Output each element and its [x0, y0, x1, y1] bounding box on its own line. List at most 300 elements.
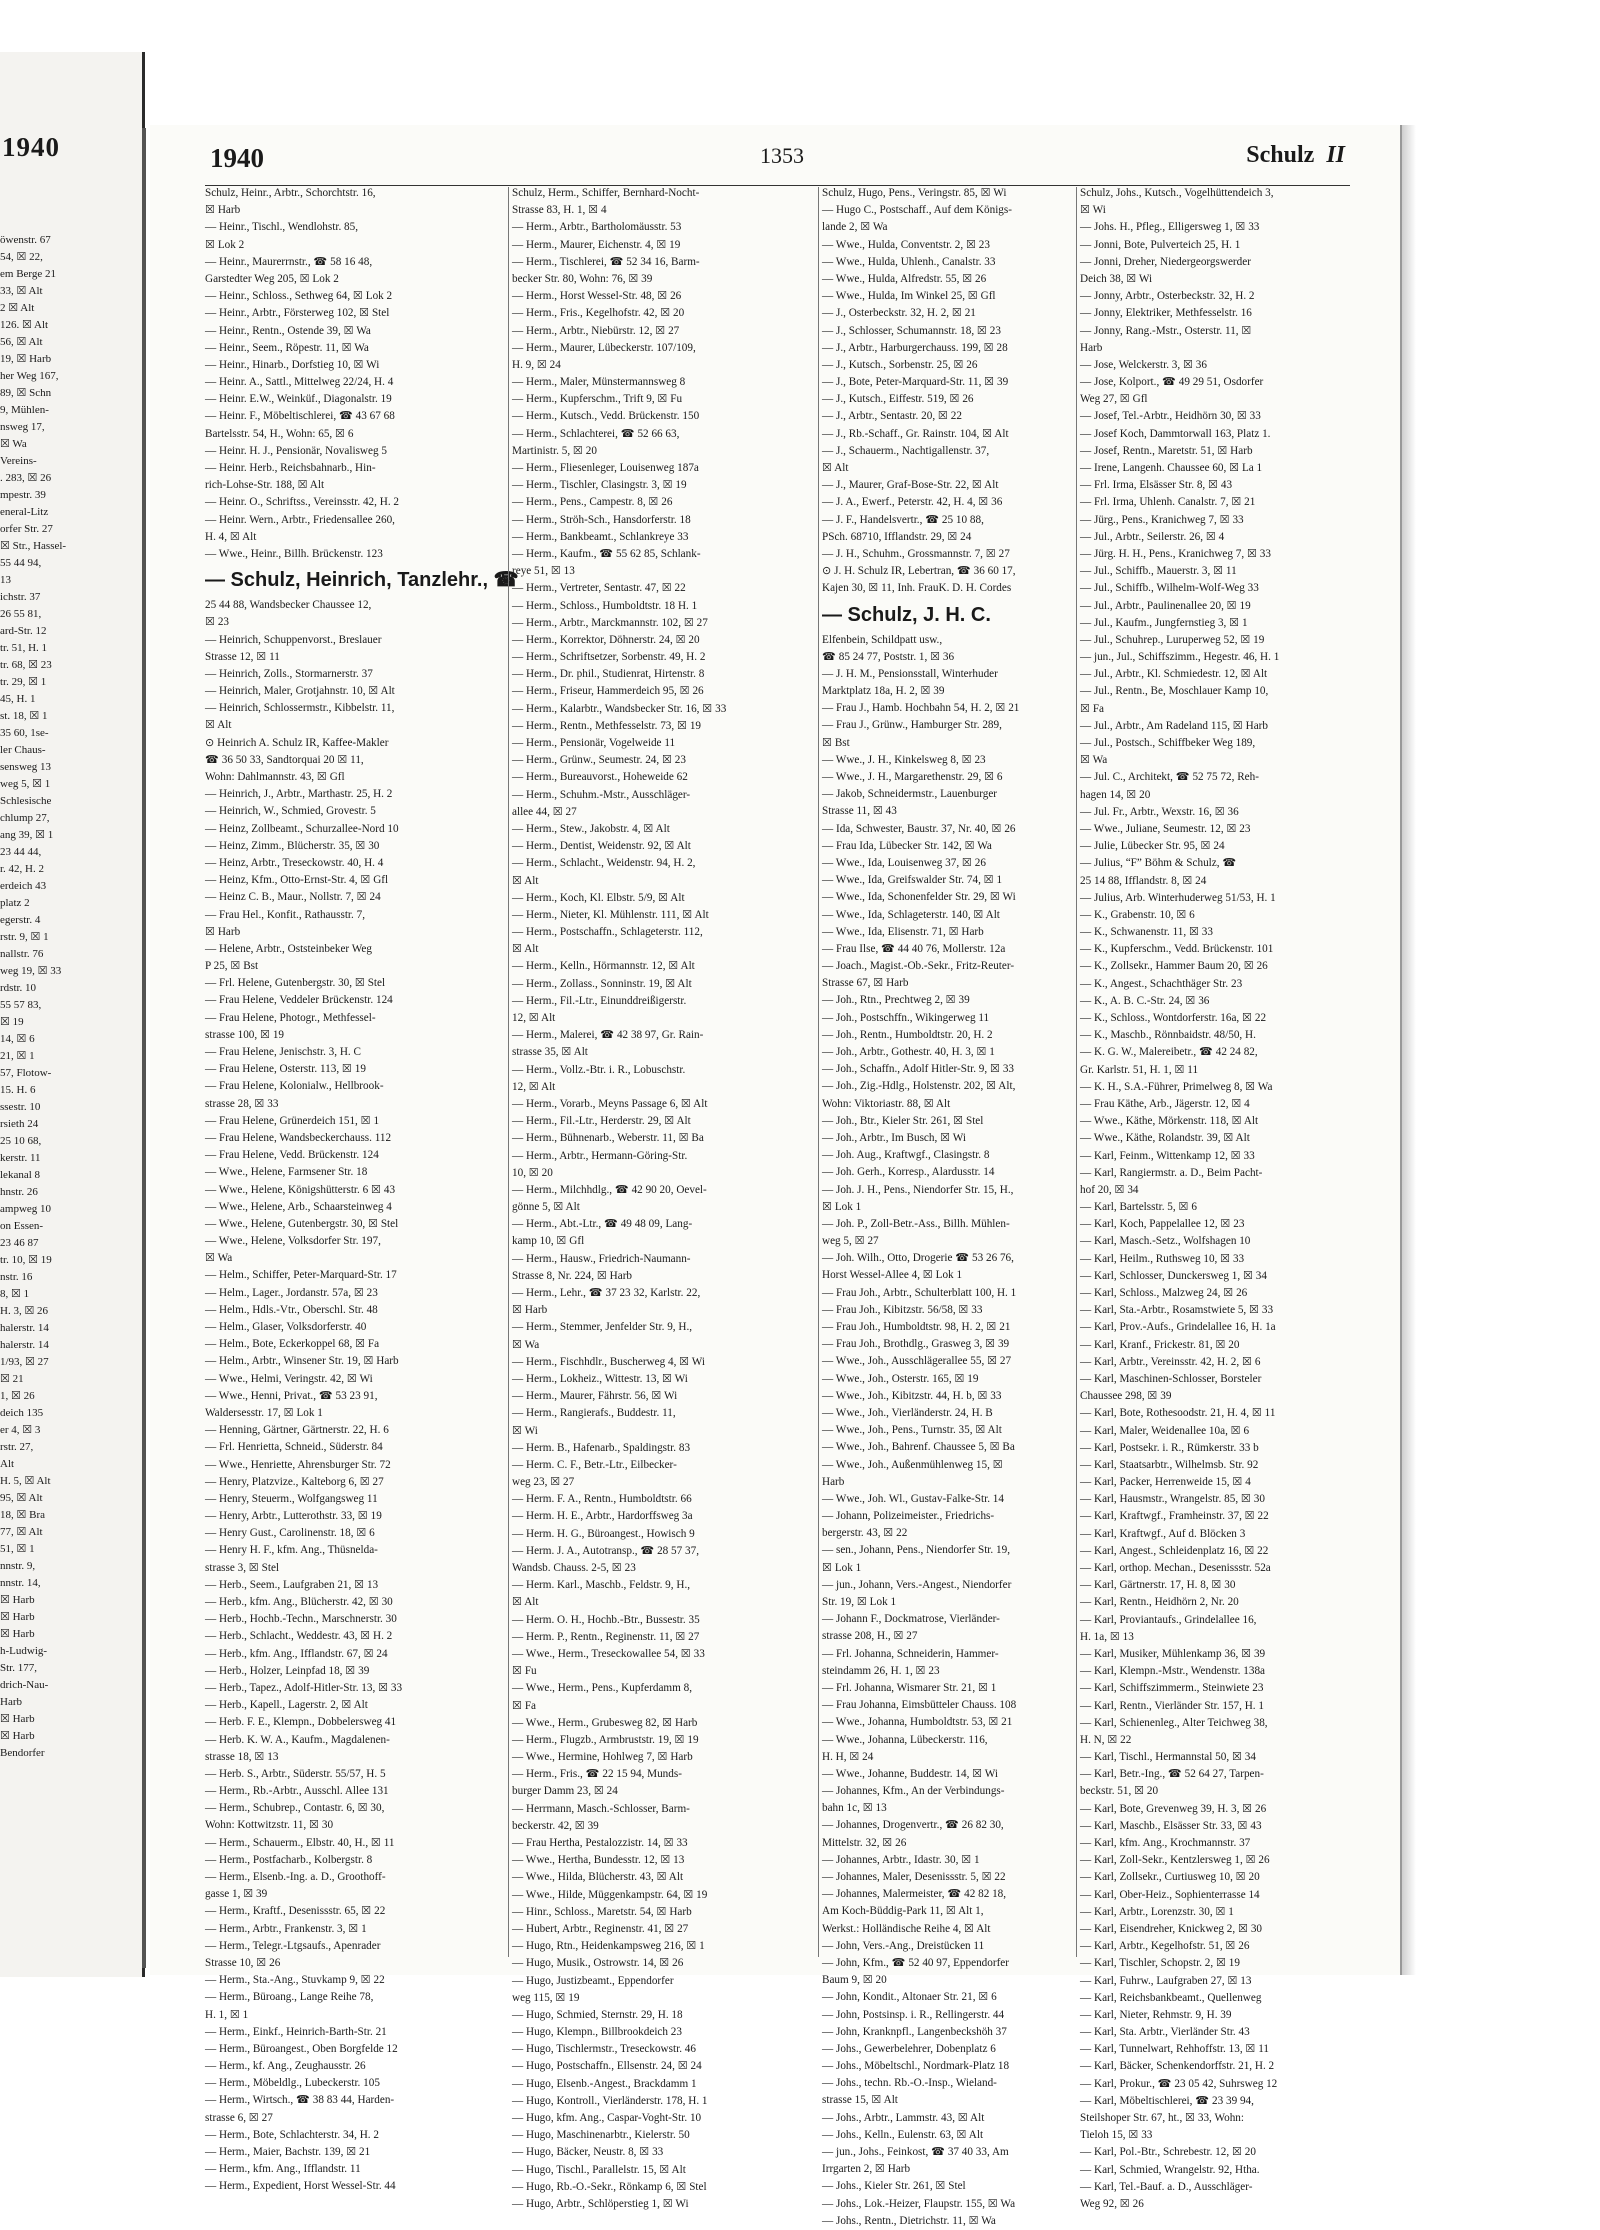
directory-entry-line: — Herb., Kapell., Lagerstr. 2, ☒ Alt [205, 1699, 368, 1712]
directory-entry-line: ☒ Bst [822, 736, 850, 749]
directory-entry-line: — Karl, Pol.-Btr., Schrebestr. 12, ☒ 20 [1080, 2146, 1256, 2159]
directory-entry-line: Steilshoper Str. 67, ht., ☒ 33, Wohn: [1080, 2112, 1244, 2124]
directory-entry-line: — Frau Johanna, Eimsbütteler Chauss. 108 [822, 1699, 1017, 1712]
directory-entry-line: — Karl, Betr.-Ing., ☎ 52 64 27, Tarpen- [1080, 1768, 1264, 1781]
directory-entry-line: — Karl, Rangiermstr. a. D., Beim Pacht- [1080, 1166, 1263, 1179]
directory-entry-line: — Herm., Rb.-Arbtr., Ausschl. Allee 131 [205, 1785, 389, 1798]
directory-entry-line: — Heinr. H. J., Pensionär, Novalisweg 5 [205, 444, 387, 457]
directory-entry-line: Bartelsstr. 54, H., Wohn: 65, ☒ 6 [205, 427, 354, 440]
directory-entry-line: — Frau Joh., Kibitzstr. 56/58, ☒ 33 [822, 1303, 983, 1316]
previous-page-year: 1940 [2, 132, 60, 162]
previous-page-line: Harb [0, 1696, 22, 1708]
directory-entry-line: ☒ Harb [512, 1304, 548, 1317]
directory-entry-line: — Wwe., Hulda, Im Winkel 25, ☒ Gfl [822, 290, 996, 303]
directory-entry-line: — Karl, Sta.-Arbtr., Rosamstwiete 5, ☒ 33 [1080, 1304, 1274, 1317]
directory-entry-line: — Herm., Arbtr., Niebürstr. 12, ☒ 27 [512, 324, 680, 337]
directory-entry-line: — Karl, Postsekr. i. R., Rümkerstr. 33 b [1080, 1441, 1259, 1454]
directory-entry-line: — K., Zollsekr., Hammer Baum 20, ☒ 26 [1080, 960, 1268, 973]
directory-entry-line: — J., Arbtr., Harburgerchauss. 199, ☒ 28 [822, 341, 1008, 354]
previous-page-line: 95, ☒ Alt [0, 1492, 43, 1504]
directory-entry-line: Martinistr. 5, ☒ 20 [512, 444, 597, 457]
directory-entry-line: — Wwe., Helene, Gutenbergstr. 30, ☒ Stel [205, 1217, 399, 1230]
directory-entry-line: weg 5, ☒ 27 [822, 1235, 879, 1248]
previous-page-line: 9, Mühlen- [0, 404, 49, 416]
directory-entry-line: Strasse 11, ☒ 43 [822, 805, 897, 818]
previous-page-line: egerstr. 4 [0, 914, 41, 926]
directory-entry-line: — Heinrich, W., Schmied, Grovestr. 5 [205, 805, 376, 818]
previous-page-line: Str. 177, [0, 1662, 37, 1674]
directory-entry-line: — Hugo, Tischlermstr., Treseckowstr. 46 [512, 2043, 696, 2056]
directory-entry-line: — Hugo C., Postschaff., Auf dem Königs- [822, 204, 1012, 217]
directory-entry-line: — Karl, Packer, Herrenweide 15, ☒ 4 [1080, 1476, 1251, 1489]
directory-entry-line: — Frau Joh., Brothdlg., Grasweg 3, ☒ 39 [822, 1338, 1010, 1351]
directory-entry-line: — Herm., Fil.-Ltr., Herderstr. 29, ☒ Alt [512, 1115, 691, 1128]
directory-entry-line: — Karl, Maschinen-Schlosser, Borsteler [1080, 1372, 1262, 1385]
directory-entry-line: lande 2, ☒ Wa [822, 221, 888, 234]
directory-entry-line: — Hubert, Arbtr., Reginenstr. 41, ☒ 27 [512, 1922, 689, 1935]
directory-entry-line: — Helm., Schiffer, Peter-Marquard-Str. 17 [205, 1269, 397, 1282]
directory-entry-line: H. 4, ☒ Alt [205, 530, 257, 543]
directory-entry-line: — Wwe., Joh., Kibitzstr. 44, H. b, ☒ 33 [822, 1389, 1002, 1402]
directory-entry-line: — K., Schloss., Wontdorferstr. 16a, ☒ 22 [1080, 1012, 1267, 1024]
directory-entry-line: — Herm., Zollass., Sonninstr. 19, ☒ Alt [512, 977, 692, 990]
directory-entry-line: — Herm., Kelln., Hörmannstr. 12, ☒ Alt [512, 960, 695, 973]
directory-entry-line: — Johs., Kelln., Eulenstr. 63, ☒ Alt [822, 2128, 984, 2141]
directory-entry-line: Garstedter Weg 205, ☒ Lok 2 [205, 272, 339, 285]
column-divider [818, 187, 819, 1957]
directory-entry-line: — Henry Gust., Carolinenstr. 18, ☒ 6 [205, 1527, 375, 1540]
directory-entry-line: — Johs., Gewerbelehrer, Dobenplatz 6 [822, 2042, 996, 2055]
previous-page-line: ☒ Str., Hassel- [0, 540, 67, 552]
directory-entry-line: Tieloh 15, ☒ 33 [1080, 2129, 1153, 2142]
directory-entry-line: Baum 9, ☒ 20 [822, 1974, 887, 1987]
directory-column-1 [205, 185, 519, 2196]
directory-entry-line: — Herm., Fischhdlr., Buscherweg 4, ☒ Wi [512, 1355, 706, 1368]
directory-entry-line: — Johs. H., Pfleg., Elligersweg 1, ☒ 33 [1080, 221, 1260, 234]
directory-entry-line: — Wwe., Helene, Königshütterstr. 6 ☒ 43 [205, 1183, 396, 1196]
previous-page-line: rsieth 24 [0, 1118, 39, 1130]
directory-entry-line: Wohn: Dahlmannstr. 43, ☒ Gfl [205, 771, 345, 783]
directory-entry-line: — Joh., Postschffn., Wikingerweg 11 [822, 1011, 990, 1024]
directory-entry-line: — K., Grabenstr. 10, ☒ 6 [1080, 908, 1195, 921]
directory-entry-line: — Wwe., Joh., Bahrenf. Chaussee 5, ☒ Ba [822, 1441, 1015, 1454]
directory-entry-line: — Karl, Maschb., Elsässer Str. 33, ☒ 43 [1080, 1819, 1262, 1832]
directory-entry-line: H. N, ☒ 22 [1080, 1733, 1132, 1746]
directory-entry-line: — Karl, Schmied, Wrangelstr. 92, Htha. [1080, 2163, 1260, 2176]
previous-page-line: r. 42, H. 2 [0, 863, 44, 875]
directory-entry-line: — Herm. H. E., Arbtr., Hardorffsweg 3a [512, 1510, 693, 1523]
directory-entry-line: — Wwe., Ida, Schonenfelder Str. 29, ☒ Wi [822, 891, 1016, 904]
directory-entry-line: — Heinr., Tischl., Wendlohstr. 85, [205, 221, 359, 234]
directory-entry-line: — Heinr., Schloss., Sethweg 64, ☒ Lok 2 [205, 290, 393, 303]
directory-entry-line: — Herm., Arbtr., Marckmannstr. 102, ☒ 27 [512, 616, 708, 629]
directory-entry-line: — Heinr., Seem., Röpestr. 11, ☒ Wa [205, 341, 369, 354]
directory-entry-line: — Karl, Tel.-Bauf. a. D., Ausschläger- [1080, 2180, 1253, 2193]
directory-entry-line: — Johann F., Dockmatrose, Vierländer- [822, 1613, 1000, 1626]
directory-entry-line: — Karl, Bäcker, Schenkendorffstr. 21, H. 2 [1080, 2060, 1275, 2073]
directory-entry-line: — Karl, Ober-Heiz., Sophienterrasse 14 [1080, 1888, 1260, 1901]
previous-page-line: H. 5, ☒ Alt [0, 1475, 51, 1487]
directory-entry-line: — Herm., Korrektor, Döhnerstr. 24, ☒ 20 [512, 633, 700, 646]
previous-page-line: 57, Flotow- [0, 1067, 52, 1079]
directory-entry-line: — Irene, Langenh. Chaussee 60, ☒ La 1 [1080, 462, 1263, 474]
directory-entry-line: — Joach., Magist.-Ob.-Sekr., Fritz-Reuter- [822, 960, 1015, 973]
directory-entry-line: Schulz, Herm., Schiffer, Bernhard-Nocht- [512, 187, 700, 199]
directory-entry-line: Waldersesstr. 17, ☒ Lok 1 [205, 1406, 323, 1419]
directory-entry-line: Wohn: Viktoriastr. 88, ☒ Alt [822, 1097, 951, 1110]
directory-entry-line: — Wwe., Heinr., Billh. Brückenstr. 123 [205, 547, 383, 560]
directory-entry-line: — Johs., Rentn., Dietrichstr. 11, ☒ Wa [822, 2214, 996, 2227]
previous-page-edge [0, 52, 145, 1977]
directory-entry-line: Schulz, Johs., Kutsch., Vogelhüttendeich 3, [1080, 187, 1274, 199]
previous-page-line: ssestr. 10 [0, 1101, 41, 1113]
directory-entry-line: — Herm., Möbeldlg., Lubeckerstr. 105 [205, 2077, 380, 2090]
directory-entry-line: — J. A., Ewerf., Peterstr. 42, H. 4, ☒ 36 [822, 496, 1003, 509]
directory-entry-line: — Wwe., Hulda, Uhlenh., Canalstr. 33 [822, 255, 996, 268]
directory-entry-line: — Herm., Vollz.-Btr. i. R., Lobuschstr. [512, 1063, 686, 1076]
directory-entry-line: — Karl, Rentn., Vierländer Str. 157, H. 1 [1080, 1699, 1264, 1712]
directory-entry-line: ☒ 23 [205, 616, 230, 629]
directory-entry-line: — Herm., Maurer, Fährstr. 56, ☒ Wi [512, 1390, 678, 1403]
directory-entry-line: — Johs., techn. Rb.-O.-Insp., Wieland- [822, 2077, 997, 2090]
surname: Schulz [1246, 142, 1315, 168]
previous-page-line: nsweg 17, [0, 421, 45, 433]
directory-entry-line: — Herm., kfm. Ang., Ifflandstr. 11 [205, 2163, 361, 2176]
directory-entry-line: — Wwe., Joh., Ausschlägerallee 55, ☒ 27 [822, 1355, 1012, 1368]
directory-entry-line: — Hugo, Bäcker, Neustr. 8, ☒ 33 [512, 2146, 664, 2159]
directory-entry-line: — Herm., Vertreter, Sentastr. 47, ☒ 22 [512, 582, 686, 595]
directory-entry-line: — Herm., Schlachterei, ☎ 52 66 63, [512, 427, 680, 440]
directory-entry-line: — Julie, Lübecker Str. 95, ☒ 24 [1080, 840, 1225, 853]
directory-entry-line: beckstr. 51, ☒ 20 [1080, 1785, 1159, 1798]
previous-page-line: drich-Nau- [0, 1679, 49, 1691]
directory-entry-line: Irrgarten 2, ☒ Harb [822, 2163, 911, 2176]
directory-entry-line: Strasse 67, ☒ Harb [822, 977, 909, 990]
directory-entry-line: Marktplatz 18a, H. 2, ☒ 39 [822, 685, 945, 698]
previous-page-line: Bendorfer [0, 1747, 45, 1759]
directory-entry-line: — Hugo, Postschaffn., Ellsenstr. 24, ☒ 24 [512, 2060, 702, 2073]
directory-entry-line: — J., Arbtr., Sentastr. 20, ☒ 22 [822, 410, 962, 423]
directory-entry-line: — Heinrich, Maler, Grotjahnstr. 10, ☒ Alt [205, 685, 395, 698]
directory-entry-line: — Herm., Wirtsch., ☎ 38 83 44, Harden- [205, 2094, 395, 2107]
previous-page-line: rstr. 9, ☒ 1 [0, 931, 49, 943]
directory-entry-line: 25 14 88, Ifflandstr. 8, ☒ 24 [1080, 874, 1207, 887]
directory-entry-line: — Wwe., Ida, Greifswalder Str. 74, ☒ 1 [822, 874, 1003, 887]
directory-entry-line: — K., Angest., Schachthäger Str. 23 [1080, 977, 1243, 990]
directory-entry-line: — Karl, Heilm., Ruthsweg 10, ☒ 33 [1080, 1252, 1245, 1265]
directory-entry-line: — John, Kondit., Altonaer Str. 21, ☒ 6 [822, 1991, 997, 2004]
directory-entry-line: — Jürg. H. H., Pens., Kranichweg 7, ☒ 33 [1080, 547, 1271, 560]
directory-entry-line: — Johannes, Malermeister, ☎ 42 82 18, [822, 1888, 1007, 1901]
directory-entry-line: — Herm. J. A., Autotransp., ☎ 28 57 37, [512, 1544, 700, 1557]
directory-entry-line: PSch. 68710, Ifflandstr. 29, ☒ 24 [822, 530, 972, 543]
previous-page-line: ang 39, ☒ 1 [0, 829, 54, 841]
directory-entry-line: — Karl, Staatsarbtr., Wilhelmsb. Str. 92 [1080, 1458, 1259, 1471]
directory-entry-line: — Karl, Arbtr., Lorenzstr. 30, ☒ 1 [1080, 1905, 1234, 1918]
directory-entry-line: — Julius, “F” Böhm & Schulz, ☎ [1080, 857, 1237, 870]
directory-entry-line: — Heinr. Wern., Arbtr., Friedensallee 260, [205, 513, 395, 526]
directory-entry-line: — Jonni, Dreher, Niedergeorgswerder [1080, 255, 1251, 268]
directory-entry-line: reye 51, ☒ 13 [512, 565, 575, 578]
directory-entry-line: Horst Wessel-Allee 4, ☒ Lok 1 [822, 1269, 963, 1282]
directory-entry-line: strasse 18, ☒ 13 [205, 1750, 279, 1763]
directory-entry-line: ☒ Lok 1 [822, 1200, 862, 1213]
directory-entry-line: ☒ Wa [205, 1252, 233, 1265]
directory-entry-line: — Herm. P., Rentn., Reginenstr. 11, ☒ 27 [512, 1630, 700, 1643]
directory-entry-line: — Karl, Nieter, Rehmstr. 9, H. 39 [1080, 2008, 1232, 2021]
directory-entry-line: — Wwe., Helene, Arb., Schaarsteinweg 4 [205, 1200, 392, 1213]
directory-entry-line: 10, ☒ 20 [512, 1166, 553, 1179]
directory-entry-line: — Jose, Welckerstr. 3, ☒ 36 [1080, 358, 1207, 371]
directory-entry-line: — Jul., Arbtr., Paulinenallee 20, ☒ 19 [1080, 599, 1251, 612]
directory-entry-line: — Hugo, Rtn., Heidenkampsweg 216, ☒ 1 [512, 1940, 705, 1953]
directory-entry-line: — Karl, Fuhrw., Laufgraben 27, ☒ 13 [1080, 1974, 1252, 1987]
directory-entry-line: — Karl, Koch, Pappelallee 12, ☒ 23 [1080, 1218, 1245, 1231]
directory-entry-line: — Henry H. F., kfm. Ang., Thüsnelda- [205, 1544, 378, 1557]
directory-entry-line: strasse 208, H., ☒ 27 [822, 1630, 918, 1643]
directory-entry-line: — Herm., Kalarbtr., Wandsbecker Str. 16, ☒ 33 [512, 702, 727, 715]
directory-entry-line: strasse 15, ☒ Alt [822, 2094, 898, 2107]
previous-page-line: ☒ 21 [0, 1373, 24, 1385]
directory-entry-line: ☒ Harb [205, 204, 241, 217]
directory-entry-line: — Karl, kfm. Ang., Krochmannstr. 37 [1080, 1837, 1251, 1849]
directory-entry-line: — Wwe., Käthe, Mörkenstr. 118, ☒ Alt [1080, 1115, 1259, 1128]
directory-entry-line: — Herm., Kupferschm., Trift 9, ☒ Fu [512, 393, 683, 406]
directory-entry-line: ☒ Fa [512, 1699, 537, 1712]
directory-entry-line: — Karl, Musiker, Mühlenkamp 36, ☒ 39 [1080, 1647, 1266, 1660]
previous-page-line: 35 60, 1se- [0, 727, 49, 739]
previous-page-line: 55 44 94, [0, 557, 42, 569]
directory-entry-line: — Hugo, Rb.-O.-Sekr., Rönkamp 6, ☒ Stel [512, 2180, 707, 2193]
directory-entry-line: strasse 6, ☒ 27 [205, 2111, 273, 2124]
directory-entry-line: ☒ Fa [1080, 702, 1105, 715]
directory-entry-line: — Josef, Rentn., Maretstr. 51, ☒ Harb [1080, 444, 1253, 457]
directory-entry-line: — J. H., Schuhm., Grossmannstr. 7, ☒ 27 [822, 547, 1010, 560]
previous-page-line: 15. H. 6 [0, 1084, 36, 1096]
directory-entry-line: — Herb. F. E., Klempn., Dobbelersweg 41 [205, 1716, 397, 1729]
column-divider [1076, 187, 1077, 1957]
directory-entry-line: — Heinr. E.W., Weinküf., Diagonalstr. 19 [205, 393, 392, 406]
directory-entry-line: — Jul. C., Architekt, ☎ 52 75 72, Reh- [1080, 771, 1259, 784]
previous-page-line: . 283, ☒ 26 [0, 472, 52, 484]
directory-entry-line: allee 44, ☒ 27 [512, 805, 577, 818]
directory-entry-line: — Herm., Ströh-Sch., Hansdorferstr. 18 [512, 513, 691, 526]
previous-page-line: mpestr. 39 [0, 489, 46, 501]
directory-entry-line: — Jakob, Schneidermstr., Lauenburger [822, 788, 998, 801]
directory-entry-line: — K. G. W., Malereibetr., ☎ 42 24 82, [1080, 1046, 1258, 1059]
directory-entry-line: — Herm., Elsenb.-Ing. a. D., Groothoff- [205, 1871, 386, 1883]
directory-entry-line: — Herm., Rentn., Methfesselstr. 73, ☒ 19 [512, 719, 702, 732]
directory-entry-line: — Julius, Arb. Winterhuderweg 51/53, H. 1 [1080, 891, 1276, 904]
directory-entry-line: — Herm., Pens., Campestr. 8, ☒ 26 [512, 496, 673, 509]
directory-entry-line: — Karl, Schiffszimmerm., Steinwiete 23 [1080, 1682, 1264, 1695]
directory-entry-line: — Herm., Tischlerei, ☎ 52 34 16, Barm- [512, 255, 700, 268]
directory-entry-line: — Karl, Kraftwgf., Auf d. Blöcken 3 [1080, 1527, 1246, 1540]
directory-entry-line: ☒ Alt [205, 719, 232, 732]
directory-entry-line: — Hugo, Justizbeamt., Eppendorfer [512, 1974, 674, 1987]
directory-entry-line: — Frau Helene, Jenischstr. 3, H. C [205, 1046, 361, 1058]
previous-page-line: rstr. 27, [0, 1441, 34, 1453]
directory-entry-line: — Frau Ida, Lübecker Str. 142, ☒ Wa [822, 839, 992, 852]
previous-page-line: ☒ Wa [0, 438, 27, 450]
previous-page-line: 89, ☒ Schn [0, 387, 52, 399]
directory-entry-line: — Herm., Grünw., Seumestr. 24, ☒ 23 [512, 754, 686, 767]
previous-page-line: em Berge 21 [0, 268, 57, 280]
directory-entry-line: — John, Vers.-Ang., Dreistücken 11 [822, 1939, 985, 1952]
directory-entry-line: H. H, ☒ 24 [822, 1750, 874, 1763]
previous-page-line: st. 18, ☒ 1 [0, 710, 48, 722]
directory-entry-line: — Wwe., Hulda, Alfredstr. 55, ☒ 26 [822, 272, 987, 285]
directory-entry-line: — Herm., Stew., Jakobstr. 4, ☒ Alt [512, 822, 670, 835]
directory-entry-line: 12, ☒ Alt [512, 1080, 556, 1093]
directory-entry-line: — Wwe., Hermine, Hohlweg 7, ☒ Harb [512, 1751, 693, 1764]
directory-entry-line: — Herm., Milchhdlg., ☎ 42 90 20, Oevel- [512, 1183, 707, 1196]
previous-page-line: orfer Str. 27 [0, 523, 53, 535]
directory-entry-line: P 25, ☒ Bst [205, 960, 259, 973]
previous-page-line: 45, H. 1 [0, 693, 36, 705]
directory-entry-line: — Herm. C. F., Betr.-Ltr., Eilbecker- [512, 1458, 677, 1471]
directory-entry-line: — Jul., Schuhrep., Luruperweg 52, ☒ 19 [1080, 633, 1265, 646]
directory-entry-line: — Jonny, Elektriker, Methfesselstr. 16 [1080, 307, 1252, 320]
directory-entry-line: ☒ Wi [512, 1424, 538, 1437]
previous-page-line: 33, ☒ Alt [0, 285, 43, 297]
directory-column-2 [512, 185, 812, 2213]
directory-entry-line: — Hugo, Schmied, Sternstr. 29, H. 18 [512, 2008, 683, 2021]
directory-entry-line: — Helm., Arbtr., Winsener Str. 19, ☒ Harb [205, 1355, 399, 1368]
directory-entry-line: — Herb., Seem., Laufgraben 21, ☒ 13 [205, 1578, 379, 1591]
directory-entry-line: Werkst.: Holländische Reihe 4, ☒ Alt [822, 1922, 991, 1935]
directory-entry-line: — Herb., Tapez., Adolf-Hitler-Str. 13, ☒ 33 [205, 1681, 403, 1694]
previous-page-line: ichstr. 37 [0, 591, 41, 603]
directory-entry-line: — Henry, Platzvize., Kalteborg 6, ☒ 27 [205, 1475, 384, 1488]
directory-entry-line: — Herb. K. W. A., Kaufm., Magdalenen- [205, 1733, 390, 1746]
page-edge-shadow [1402, 125, 1416, 1975]
directory-entry-line: — Herm., Pensionär, Vogelweide 11 [512, 737, 676, 749]
directory-entry-line: — Herm., Maler, Münstermannsweg 8 [512, 376, 686, 389]
directory-entry-line: 12, ☒ Alt [512, 1012, 556, 1024]
previous-page-line: H. 3, ☒ 26 [0, 1305, 49, 1317]
directory-entry-line: — Herm. O. H., Hochb.-Btr., Bussestr. 35 [512, 1613, 700, 1626]
previous-page-line: 23 46 87 [0, 1237, 39, 1249]
directory-entry-line: — Jose, Kolport., ☎ 49 29 51, Osdorfer [1080, 376, 1264, 389]
directory-entry-line: — Karl, Reichsbankbeamt., Quellenweg [1080, 1991, 1262, 2004]
directory-entry-line: — Herm. B., Hafenarb., Spaldingstr. 83 [512, 1441, 691, 1454]
directory-entry-line: — Frau Joh., Arbtr., Schulterblatt 100, H. 1 [822, 1286, 1017, 1299]
directory-entry-line: — Hugo, kfm. Ang., Caspar-Voght-Str. 10 [512, 2112, 702, 2124]
directory-page [150, 125, 1402, 2227]
directory-entry-line: — Hugo, Klempn., Billbrookdeich 23 [512, 2026, 682, 2039]
directory-entry-line: — Karl, Klempn.-Mstr., Wendenstr. 138a [1080, 1665, 1266, 1678]
previous-page-line: tr. 10, ☒ 19 [0, 1254, 52, 1266]
directory-entry-line: — Herm., Arbtr., Bartholomäusstr. 53 [512, 221, 682, 234]
previous-page-line: nnstr. 14, [0, 1577, 41, 1589]
directory-entry-line: Mittelstr. 32, ☒ 26 [822, 1836, 907, 1849]
previous-page-line: Alt [0, 1458, 15, 1470]
directory-entry-line: — Heinr., Maurerrnstr., ☎ 58 16 48, [205, 255, 373, 268]
directory-entry-line: — Hugo, Arbtr., Schlöperstieg 1, ☒ Wi [512, 2197, 689, 2210]
directory-entry-line: — Jul., Kaufm., Jungfernstieg 3, ☒ 1 [1080, 616, 1248, 629]
directory-entry-line: — Wwe., Johanne, Buddestr. 14, ☒ Wi [822, 1767, 999, 1780]
directory-entry-line: — Karl, Tischl., Hermannstal 50, ☒ 34 [1080, 1751, 1256, 1764]
directory-entry-line: H. 1a, ☒ 13 [1080, 1630, 1134, 1643]
directory-entry-line: — Herm., Hausw., Friedrich-Naumann- [512, 1252, 691, 1265]
directory-entry-line: — Joh., Zig.-Hdlg., Holstenstr. 202, ☒ Alt, [822, 1080, 1016, 1093]
directory-entry-line: — Karl, Eisendreher, Knickweg 2, ☒ 30 [1080, 1922, 1263, 1935]
directory-entry-line: weg 115, ☒ 19 [512, 1991, 580, 2004]
directory-entry-line: — Herm., Fris., ☎ 22 15 94, Munds- [512, 1768, 682, 1781]
directory-entry-line: — Herm., Flugzb., Armbruststr. 19, ☒ 19 [512, 1733, 699, 1746]
directory-entry-line: — Karl, Arbtr., Kegelhofstr. 51, ☒ 26 [1080, 1940, 1250, 1953]
previous-page-line: erdeich 43 [0, 880, 47, 892]
directory-entry-line: — Herm., Telegr.-Ltgsaufs., Apenrader [205, 1939, 381, 1952]
directory-entry-line: — Karl, Proviantaufs., Grindelallee 16, [1080, 1613, 1257, 1626]
directory-entry-line: Strasse 12, ☒ 11 [205, 650, 280, 663]
directory-entry-line: ☎ 85 24 77, Poststr. 1, ☒ 36 [822, 650, 955, 663]
directory-entry-line: — Hugo, Tischl., Parallelstr. 15, ☒ Alt [512, 2163, 686, 2176]
previous-page-line: 51, ☒ 1 [0, 1543, 35, 1555]
directory-entry-line: weg 23, ☒ 27 [512, 1476, 575, 1489]
directory-entry-line: — Frl. Johanna, Schneiderin, Hammer- [822, 1647, 999, 1660]
directory-entry-line: — Karl, Hausmstr., Wrangelstr. 85, ☒ 30 [1080, 1493, 1265, 1506]
directory-entry-line: — Karl, Bote, Rothesoodstr. 21, H. 4, ☒ 11 [1080, 1407, 1276, 1420]
directory-entry-line: — Frau Helene, Kolonialw., Hellbrook- [205, 1080, 384, 1093]
directory-entry-line: — Karl, Schloss., Malzweg 24, ☒ 26 [1080, 1287, 1248, 1299]
directory-entry-line: Harb [822, 1475, 845, 1488]
directory-entry-line: — Josef, Tel.-Arbtr., Heidhörn 30, ☒ 33 [1080, 410, 1261, 423]
previous-page-line: 77, ☒ Alt [0, 1526, 43, 1538]
previous-page-line: 19, ☒ Harb [0, 353, 52, 365]
directory-entry-line: — jun., Johs., Feinkost, ☎ 37 40 33, Am [822, 2146, 1009, 2158]
directory-entry-line: — Karl, Tischler, Schopstr. 2, ☒ 19 [1080, 1957, 1240, 1970]
directory-entry-line: — Karl, Tunnelwart, Rehhoffstr. 13, ☒ 11 [1080, 2043, 1270, 2056]
directory-entry-line: — Jul., Arbtr., Am Radeland 115, ☒ Harb [1080, 719, 1268, 732]
directory-entry-line: — J. F., Handelsvertr., ☎ 25 10 88, [822, 513, 984, 526]
directory-entry-line: — Karl, Prov.-Aufs., Grindelallee 16, H. 1a [1080, 1321, 1276, 1334]
directory-entry-line: — J., Osterbeckstr. 32, H. 2, ☒ 21 [822, 307, 976, 320]
directory-entry-line: — Karl, Feinm., Wittenkamp 12, ☒ 33 [1080, 1149, 1255, 1162]
directory-entry-line: — Wwe., Joh., Osterstr. 165, ☒ 19 [822, 1372, 979, 1385]
directory-entry-line: — jun., Johann, Vers.-Angest., Niendorfer [822, 1578, 1012, 1591]
directory-entry-line: Wohn: Kottwitzstr. 11, ☒ 30 [205, 1819, 334, 1832]
directory-entry-line: — Herm., Lokheiz., Wittestr. 13, ☒ Wi [512, 1372, 688, 1385]
directory-entry-line: ☒ Alt [512, 943, 539, 956]
column-divider [508, 187, 509, 1957]
directory-entry-line: — Heinr. Herb., Reichsbahnarb., Hin- [205, 462, 376, 474]
directory-entry-line: — Joh., Arbtr., Gothestr. 40, H. 3, ☒ 1 [822, 1046, 995, 1058]
directory-entry-line: — Herm., Malerei, ☎ 42 38 97, Gr. Rain- [512, 1029, 704, 1042]
previous-page-line: nnstr. 9, [0, 1560, 36, 1572]
directory-entry-line: — Herm. F. A., Rentn., Humboldtstr. 66 [512, 1493, 692, 1506]
directory-entry-line: ☒ Lok 2 [205, 238, 245, 251]
directory-entry-line: — Herm., Fil.-Ltr., Einunddreißigerstr. [512, 994, 687, 1007]
directory-entry-line: — Frau Joh., Humboldtstr. 98, H. 2, ☒ 21 [822, 1321, 1011, 1333]
previous-page-line: 14, ☒ 6 [0, 1033, 35, 1045]
previous-page-line: 21, ☒ 1 [0, 1050, 35, 1062]
directory-entry-line: — Herb., kfm. Ang., Blücherstr. 42, ☒ 30 [205, 1596, 393, 1608]
directory-entry-line: Deich 38, ☒ Wi [1080, 272, 1153, 285]
volume-number: II [1326, 142, 1345, 168]
previous-page-line: 8, ☒ 1 [0, 1288, 30, 1300]
directory-entry-line: — Frau Hertha, Pestalozzistr. 14, ☒ 33 [512, 1837, 688, 1849]
directory-entry-line: — Herrmann, Masch.-Schlosser, Barm- [512, 1802, 690, 1815]
directory-entry-line: — Johs., Möbeltschl., Nordmark-Platz 18 [822, 2060, 1010, 2073]
directory-entry-line: — Jul., Rentn., Be, Moschlauer Kamp 10, [1080, 685, 1269, 698]
directory-entry-line: becker Str. 80, Wohn: 76, ☒ 39 [512, 272, 653, 285]
directory-entry-line: — Herm., Bureauvorst., Hoheweide 62 [512, 771, 688, 784]
directory-entry-line: Weg 27, ☒ Gfl [1080, 393, 1148, 406]
directory-entry-line: — J., Maurer, Graf-Bose-Str. 22, ☒ Alt [822, 479, 999, 492]
directory-entry-line: — Joh. P., Zoll-Betr.-Ass., Billh. Mühlen- [822, 1217, 1010, 1230]
